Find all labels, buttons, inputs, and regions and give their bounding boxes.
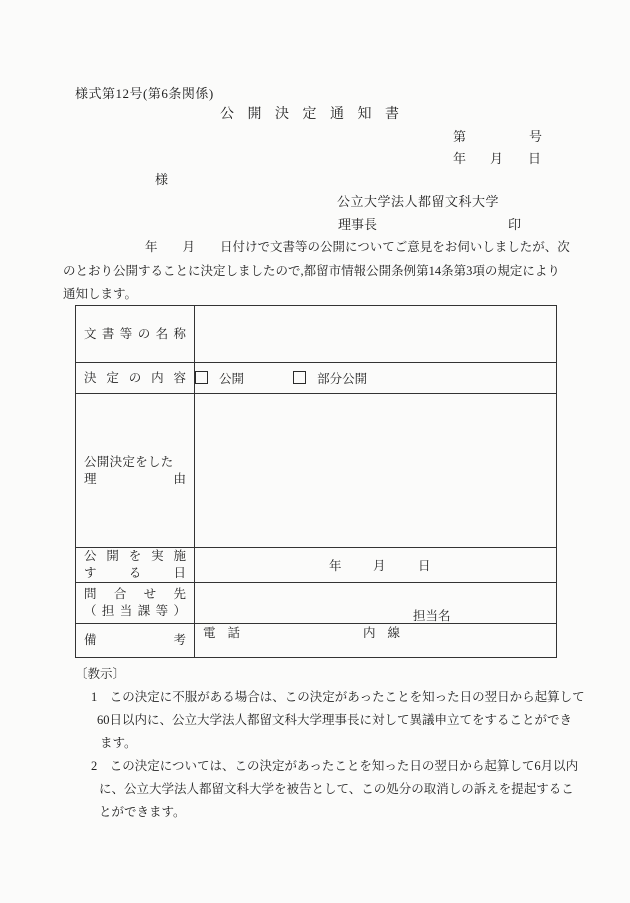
- contact-extension-label: 内線: [363, 626, 413, 640]
- table-row-remarks: [76, 624, 557, 658]
- contact-value-cell: [195, 583, 557, 640]
- implementation-date-value-cell: [195, 548, 557, 583]
- instruction-item-2-line: に、公立大学法人都留文科大学を被告として、この処分の取消しの訴えを提起するこ: [99, 782, 574, 796]
- body-line: 年 月 日付けで文書等の公開についてご意見をお伺いしましたが、次: [145, 240, 570, 254]
- issuer-title: 理事長: [338, 217, 378, 232]
- issue-date-line: [0, 148, 630, 166]
- instruction-item-1-line: 60日以内に、公立大学法人都留文科大学理事長に対して異議申立てをすることができ: [97, 713, 573, 727]
- contact-label-line2: （担当課等）: [84, 604, 186, 618]
- checkbox-partial-disclosure[interactable]: [293, 371, 306, 384]
- table-row-implementation-date: [76, 548, 557, 583]
- date-day-label: 日: [528, 151, 542, 166]
- instructions-section: [75, 663, 585, 824]
- body-line: のとおり公開することに決定しましたので,都留市情報公開条例第14条第3項の規定により: [63, 263, 560, 278]
- document-name-value-cell: [195, 306, 557, 363]
- table-row-decision: [76, 363, 557, 394]
- impl-month-label: 月: [373, 559, 386, 573]
- remarks-label: 備考: [84, 633, 186, 647]
- instruction-item-1-line: 1 この決定に不服がある場合は、この決定があったことを知った日の翌日から起算して: [91, 690, 585, 704]
- doc-number-suffix: 号: [529, 129, 543, 144]
- table-row-reason: [76, 394, 557, 548]
- contact-label-cell: [76, 583, 195, 624]
- option-full-disclosure-label: 公開: [219, 372, 245, 386]
- instructions-heading: 〔教示〕: [75, 667, 126, 681]
- body-paragraph: [63, 236, 571, 307]
- instruction-item-2-line: とができます。: [99, 805, 186, 819]
- seal-mark: 印: [508, 217, 522, 232]
- addressee-suffix: 様: [155, 172, 169, 187]
- decision-label-cell: [76, 363, 195, 394]
- remarks-label-cell: [76, 624, 195, 658]
- option-partial-disclosure-label: 部分公開: [317, 372, 368, 386]
- decision-table: [75, 305, 557, 658]
- form-number: 様式第12号(第6条関係): [75, 86, 214, 101]
- contact-label-line1: 問合せ先: [84, 587, 186, 601]
- instruction-item-2-line: 2 この決定については、この決定があったことを知った日の翌日から起算して6月以内: [91, 759, 579, 773]
- table-row-document-name: [76, 306, 557, 363]
- reason-value-cell: [195, 394, 557, 548]
- reason-label-line1: 公開決定をした: [84, 454, 174, 469]
- page-title: 公開決定通知書: [220, 107, 413, 122]
- implementation-date-label-line1: 公開を実施: [84, 549, 186, 563]
- contact-person-label: 担当名: [413, 609, 451, 623]
- impl-year-label: 年: [329, 559, 342, 573]
- instruction-item-1-line: ます。: [100, 736, 137, 750]
- decision-value-cell: [195, 363, 557, 394]
- doc-number-prefix: 第: [453, 129, 467, 144]
- reason-label-cell: [76, 394, 195, 548]
- issuer-title-line: [0, 214, 630, 232]
- table-row-contact: [76, 583, 557, 624]
- contact-phone-label: 電話: [203, 626, 253, 640]
- issuer-organization: 公立大学法人都留文科大学: [337, 194, 500, 209]
- date-month-label: 月: [490, 151, 504, 166]
- document-name-label-cell: [76, 306, 195, 363]
- body-line: 通知します。: [63, 287, 138, 301]
- document-name-label: 文書等の名称: [84, 326, 186, 341]
- implementation-date-label-line2: する日: [84, 566, 186, 580]
- decision-label: 決定の内容: [84, 370, 186, 385]
- reason-label-line2: 理由: [84, 471, 186, 486]
- impl-day-label: 日: [418, 559, 431, 573]
- date-year-label: 年: [453, 151, 467, 166]
- implementation-date-label-cell: [76, 548, 195, 583]
- doc-number-line: [0, 126, 630, 144]
- checkbox-full-disclosure[interactable]: [195, 371, 208, 384]
